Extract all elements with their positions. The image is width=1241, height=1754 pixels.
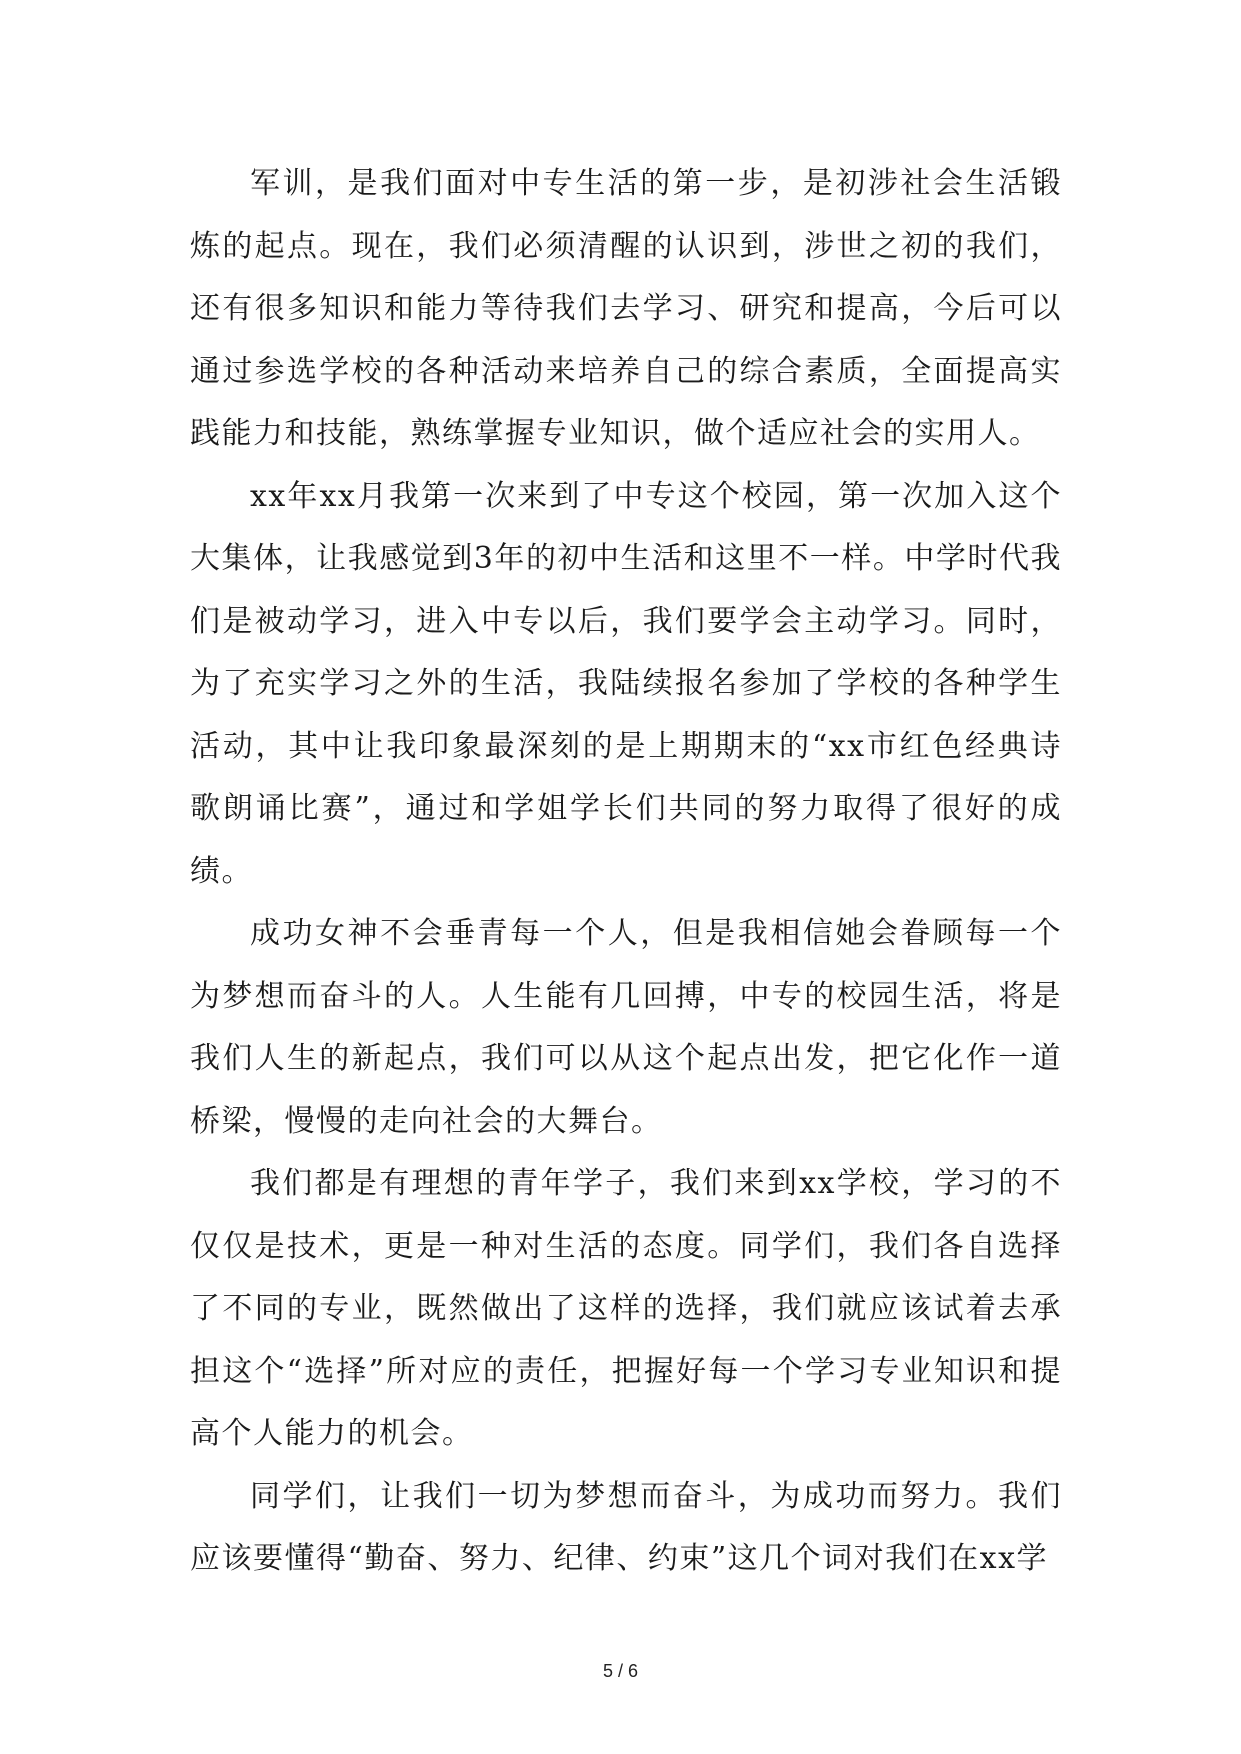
- document-body: [190, 153, 1062, 1591]
- paragraph-1: 军训，是我们面对中专生活的第一步，是初涉社会生活锻炼的起点。现在，我们必须清醒的认识到，涉世之初的我们，还有很多知识和能力等待我们去学习、研究和提高，今后可以通过参选学校的各种活动来培养自己的综合素质，全面提高实践能力和技能，熟练掌握专业知识，做个适应社会的实用人。: [190, 166, 1062, 451]
- paragraph-2: xx年xx月我第一次来到了中专这个校园，第一次加入这个大集体，让我感觉到3年的初中生活和这里不一样。中学时代我们是被动学习，进入中专以后，我们要学会主动学习。同时，为了充实学习之外的生活，我陆续报名参加了学校的各种学生活动，其中让我印象最深刻的是上期期末的“xx市红色经典诗歌朗诵比赛”，通过和学姐学长们共同的努力取得了很好的成绩。: [190, 478, 1062, 889]
- page-number: 5 / 6: [602, 1661, 639, 1681]
- paragraph-4: 我们都是有理想的青年学子，我们来到xx学校，学习的不仅仅是技术，更是一种对生活的态度。同学们，我们各自选择了不同的专业，既然做出了这样的选择，我们就应该试着去承担这个“选择”所对应的责任，把握好每一个学习专业知识和提高个人能力的机会。: [190, 1166, 1062, 1451]
- paragraph-5: 同学们，让我们一切为梦想而奋斗，为成功而努力。我们应该要懂得“勤奋、努力、纪律、约束”这几个词对我们在xx学: [190, 1478, 1062, 1576]
- paragraph-3: 成功女神不会垂青每一个人，但是我相信她会眷顾每一个为梦想而奋斗的人。人生能有几回搏，中专的校园生活，将是我们人生的新起点，我们可以从这个起点出发，把它化作一道桥梁，慢慢的走向社会的大舞台。: [190, 916, 1062, 1139]
